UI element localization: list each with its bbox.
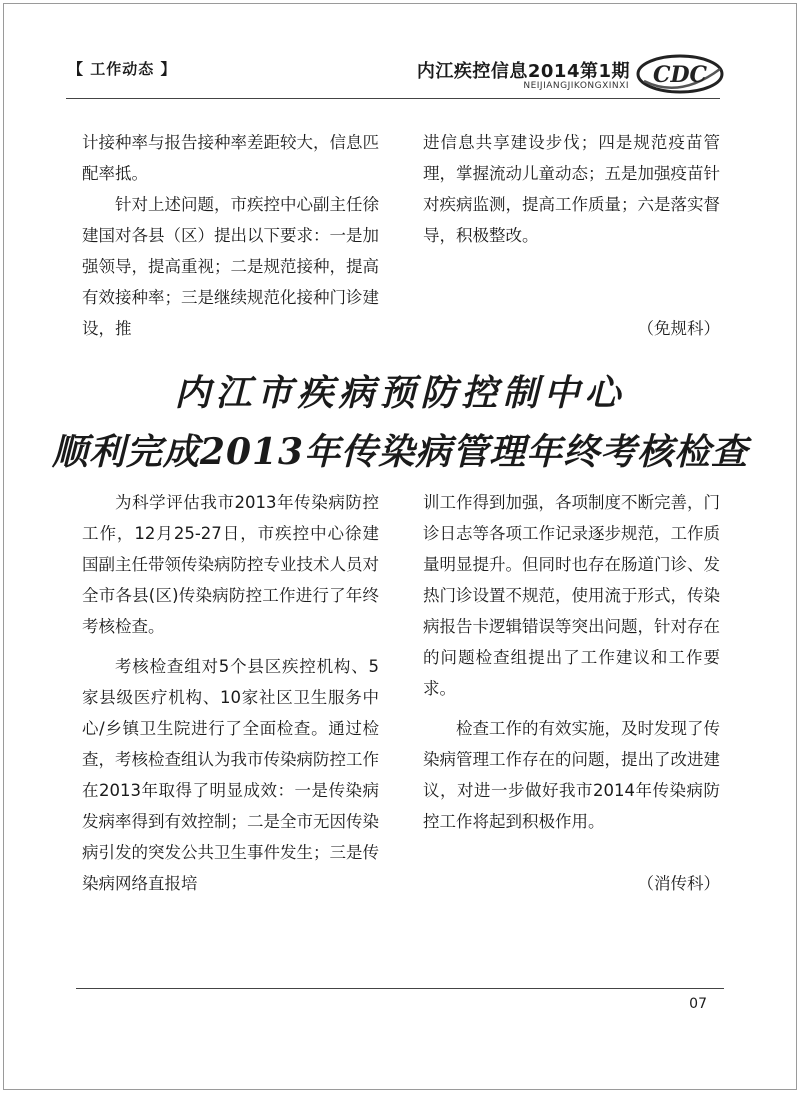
article1-right-para-1: 进信息共享建设步伐；四是规范疫苗管理，掌握流动儿童动态；五是加强疫苗针对疾病监测，提高工作质量；六是落实督导，积极整改。 bbox=[423, 133, 720, 245]
article2-left-para-2: 考核检查组对5个县区疾控机构、5家县级医疗机构、10家社区卫生服务中心/乡镇卫生院进行了全面检查。通过检查，考核检查组认为我市传染病防控工作在2013年取得了明显成效：一是传染病发病率得到有效控制；二是全市无因传染病引发的突发公共卫生事件发生；三是传染病网络直报培 bbox=[82, 657, 379, 893]
section-tag: 【 工作动态 】 bbox=[68, 60, 177, 78]
header-rule bbox=[66, 98, 720, 99]
page-number: 07 bbox=[689, 996, 707, 1012]
magazine-title: 内江疾控信息2014第1期 bbox=[416, 61, 630, 82]
logo-text: CDC bbox=[652, 62, 708, 88]
article1-left-para-2: 针对上述问题，市疾控中心副主任徐建国对各县（区）提出以下要求：一是加强领导，提高重视；二是规范接种，提高有效接种率；三是继续规范化接种门诊建设，推 bbox=[82, 195, 379, 338]
cdc-logo bbox=[634, 51, 726, 97]
article2-left-para-1: 为科学评估我市2013年传染病防控工作，12月25-27日，市疾控中心徐建国副主任带领传染病防控专业技术人员对全市各县(区)传染病防控工作进行了年终考核检查。 bbox=[82, 493, 379, 636]
article1-signature: （免规科） bbox=[637, 319, 720, 338]
article1-left-column bbox=[82, 127, 379, 344]
article1-left-para-1: 计接种率与报告接种率差距较大，信息匹配率抵。 bbox=[82, 133, 379, 183]
magazine-subtitle: NEIJIANGJIKONGXINXI bbox=[523, 81, 629, 91]
article2-right-para-2: 检查工作的有效实施，及时发现了传染病管理工作存在的问题，提出了改进建议，对进一步做好我市2014年传染病防控工作将起到积极作用。 bbox=[423, 719, 720, 831]
article2-title-line2: 顺利完成2013年传染病管理年终考核检查 bbox=[51, 431, 749, 473]
article2-title-line1: 内江市疾病预防控制中心 bbox=[174, 372, 626, 414]
footer-rule bbox=[76, 988, 724, 989]
article1-right-column bbox=[423, 127, 720, 344]
article2-signature: （消传科） bbox=[637, 874, 720, 893]
article2-left-column bbox=[82, 487, 379, 899]
article2-right-column bbox=[423, 487, 720, 899]
article2-right-para-1: 训工作得到加强，各项制度不断完善，门诊日志等各项工作记录逐步规范，工作质量明显提升。但同时也存在肠道门诊、发热门诊设置不规范，使用流于形式，传染病报告卡逻辑错误等突出问题，针对存在的问题检查组提出了工作建议和工作要求。 bbox=[423, 493, 720, 698]
